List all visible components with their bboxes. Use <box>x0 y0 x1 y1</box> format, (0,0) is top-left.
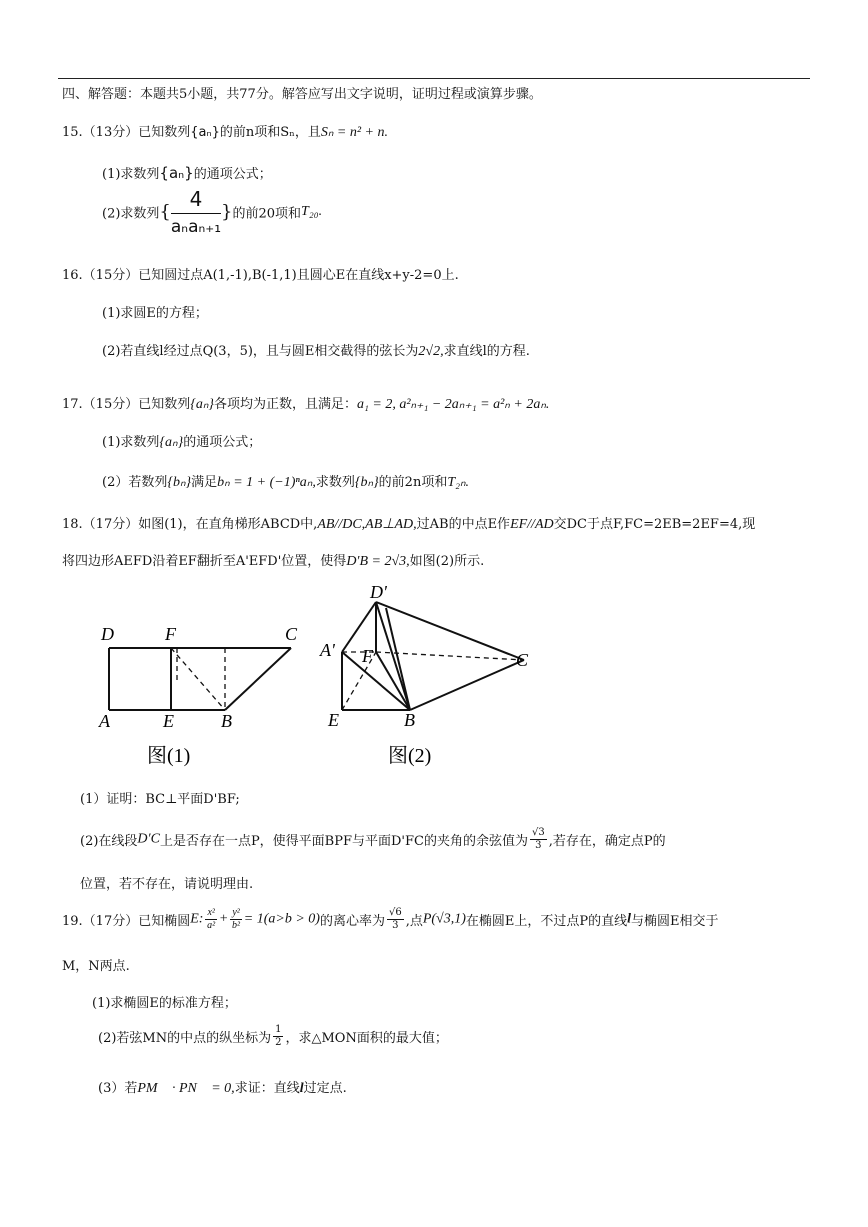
q19-p3-a: (3）若 <box>98 1081 138 1096</box>
q17-p2-sum: T₂ₙ. <box>447 475 470 490</box>
fig2-edge-db <box>376 602 410 710</box>
q19-line1-l: l <box>627 911 632 927</box>
q19-frac1-num: x² <box>207 907 215 918</box>
q15-p1-b: 的通项公式； <box>193 167 272 182</box>
q18-p2-frac <box>530 828 547 851</box>
figure-1 <box>95 620 315 770</box>
q18-line1-math: AB//DC,AB⊥AD, <box>317 517 417 532</box>
q18-line1-c: 交DC于点F,FC=2EB=2EF=4,现 <box>553 517 756 532</box>
q17-part2 <box>102 471 469 491</box>
q19-frac2-den: b² <box>232 920 241 931</box>
q18-line2 <box>62 550 484 570</box>
q16-p2-b: 求直线l的方程. <box>443 344 530 359</box>
q19-frac1-den: a² <box>207 920 216 931</box>
q18-line2-a: 将四边形AEFD沿着EF翻折至A'EFD'位置，使得 <box>62 554 347 569</box>
q19-p2-frac-num: 1 <box>275 1024 282 1035</box>
q16-p2-math: 2√2, <box>418 344 444 359</box>
q16-stem: 16.（15分）已知圆过点A(1,-1),B(-1,1)且圆心E在直线x+y-2=0上. <box>62 268 459 283</box>
fig1-label-f: F <box>165 624 176 644</box>
fig1-label-e: E <box>163 711 174 731</box>
q19-p3-c: 过定点. <box>303 1081 347 1096</box>
fig2-edge-fb <box>376 652 410 710</box>
q15-stem-b: 的前n项和Sₙ，且 <box>219 125 321 140</box>
q19-p3-l: l <box>299 1081 304 1096</box>
figure-2 <box>318 580 538 770</box>
q18-p2-math: D′C <box>137 831 160 847</box>
q16-p2-a: (2)若直线l经过点Q(3，5)，且与圆E相交截得的弦长为 <box>102 344 419 359</box>
fig2-label-b: B <box>404 710 415 730</box>
q17-stem-seq: {aₙ} <box>190 397 214 412</box>
q17-stem-math: a₁ = 2, a²ₙ₊₁ − 2aₙ₊₁ = a²ₙ + 2aₙ. <box>357 397 550 412</box>
q17-p1-a: (1)求数列 <box>102 435 160 450</box>
q19-line1-c: ,点 <box>405 914 423 929</box>
fig2-edge-da <box>342 602 376 652</box>
q16-part1: (1)求圆E的方程； <box>102 306 208 321</box>
q15-p1-a: (1)求数列 <box>102 167 160 182</box>
q17-p1-seq: {aₙ} <box>159 435 184 450</box>
fig1-dash-fb <box>171 648 225 710</box>
fig1-edge-bc <box>225 648 291 710</box>
q19-line2: M，N两点. <box>62 959 130 974</box>
fig1-label-a: A <box>99 711 110 731</box>
q17-p2-a: (2）若数列 <box>102 475 168 490</box>
q19-ecc-frac <box>387 908 404 931</box>
q19-p2-b: ，求△MON面积的最大值； <box>285 1031 448 1046</box>
q17-p2-seq: {bₙ} <box>167 475 192 490</box>
fig1-label-c: C <box>285 624 298 644</box>
q18-p2-frac-num: √3 <box>531 827 545 838</box>
q17-p2-c: 求数列 <box>315 475 355 490</box>
q18-p2-a: (2)在线段 <box>80 834 138 849</box>
fig2-caption: 图(2) <box>388 745 432 767</box>
fig2-label-c: C <box>516 650 529 670</box>
fig2-edge-bc <box>410 660 524 710</box>
q15-p2-sum: T₂₀. <box>301 204 323 219</box>
q19-p3-math: PM⃗ · PN⃗ = 0, <box>137 1081 235 1096</box>
q17-p2-seq2: {bₙ} <box>354 475 379 490</box>
fig2-label-e: E <box>328 710 339 730</box>
q16-part2 <box>102 340 530 360</box>
q17-stem-a: 17.（15分）已知数列 <box>62 397 191 412</box>
section-title: 四、解答题：本题共5小题，共77分。解答应写出文字说明，证明过程或演算步骤。 <box>62 87 542 102</box>
q19-frac2 <box>230 908 241 931</box>
q15-p1-seq: {aₙ} <box>159 164 194 182</box>
q19-part2 <box>98 1025 448 1048</box>
q15-frac-num: 4 <box>171 187 221 214</box>
q19-part3 <box>98 1077 347 1097</box>
fig2-edge-dc <box>376 602 524 660</box>
q19-line1: 19.（17分）已知椭圆E: $\frac{\text{x²}}{\text{a²}}$ + $\frac{\text{y²}}{\text{b²}}$ = 1(a>b > 0)的离心率为 $\frac{√6}{3}$ ,点P(√3,1)在椭圆E上，不过点P的直线l与椭圆E相交于 <box>62 907 719 931</box>
q18-part2 <box>80 828 666 851</box>
q19-p2-frac-den: 2 <box>275 1037 282 1048</box>
fig2-edge-inner <box>386 608 410 710</box>
q17-p2-d: 的前2n项和 <box>378 475 448 490</box>
q17-stem-b: 各项均为正数，且满足： <box>214 397 358 412</box>
fig1-caption: 图(1) <box>147 745 191 767</box>
q15-part2: (2)求数列{ $\frac{4}{\text{aₙaₙ₊₁}}$ }的前20项和T₂₀. <box>102 187 323 237</box>
q17-p2-math: bₙ = 1 + (−1)ⁿaₙ, <box>217 475 316 490</box>
q19-math-b: = 1(a>b > 0) <box>243 911 320 927</box>
q15-formula: Sₙ = n² + n. <box>320 125 388 140</box>
q18-part1: (1）证明：BC⊥平面D'BF; <box>80 792 240 807</box>
fig1-label-d: D <box>101 624 114 644</box>
q19-line1-b: 的离心率为 <box>319 914 385 929</box>
q19-frac1 <box>205 908 216 931</box>
q18-p2-c: ,若存在，确定点P的 <box>548 834 666 849</box>
fig1-label-b: B <box>221 711 232 731</box>
q15-p2-b: 的前20项和 <box>232 206 302 222</box>
q19-ecc-den: 3 <box>392 920 399 931</box>
q17-p1-b: 的通项公式； <box>183 435 262 450</box>
q17-part1 <box>102 431 261 451</box>
q18-p2-frac-den: 3 <box>535 840 542 851</box>
q15-p2-a: (2)求数列 <box>102 206 160 222</box>
q15-fraction <box>171 187 221 237</box>
q15-seq: {aₙ} <box>190 125 220 140</box>
q19-p3-b: 求证：直线 <box>234 1081 300 1096</box>
q19-point: P(√3,1) <box>422 911 466 927</box>
q19-math-a: E: <box>190 911 204 927</box>
q18-line2-b: 如图(2)所示. <box>409 554 485 569</box>
q15-stem <box>62 121 388 141</box>
q19-line1-a: 19.（17分）已知椭圆 <box>62 914 191 929</box>
q17-stem <box>62 393 549 413</box>
q18-line2-math: D′B = 2√3, <box>346 554 410 569</box>
fig2-edge-ab <box>342 652 410 710</box>
q15-stem-a: 15.（13分）已知数列 <box>62 125 191 140</box>
q18-line1-a: 18.（17分）如图(1)，在直角梯形ABCD中, <box>62 517 318 532</box>
q18-line1 <box>62 513 755 533</box>
q19-p2-frac <box>273 1025 283 1048</box>
q19-frac2-num: y² <box>232 907 240 918</box>
fig2-label-d: D' <box>370 582 387 602</box>
top-rule <box>58 78 810 79</box>
q18-line1-b: 过AB的中点E作 <box>416 517 511 532</box>
q18-part2-line2: 位置，若不存在，请说明理由. <box>80 877 254 892</box>
q15-frac-den: aₙaₙ₊₁ <box>170 217 222 237</box>
q18-line1-math2: EF//AD <box>510 517 554 532</box>
q19-p2-a: (2)若弦MN的中点的纵坐标为 <box>98 1031 272 1046</box>
q15-part1 <box>102 163 272 182</box>
q17-p2-b: 满足 <box>191 475 218 490</box>
q18-p2-b: 上是否存在一点P，使得平面BPF与平面D'FC的夹角的余弦值为 <box>159 834 528 849</box>
fig2-label-f: F <box>362 646 373 666</box>
fig2-label-a: A' <box>320 640 335 660</box>
q19-part1: (1)求椭圆E的标准方程； <box>92 996 237 1011</box>
q19-line1-e: 与椭圆E相交于 <box>631 914 719 929</box>
q19-line1-d: 在椭圆E上，不过点P的直线 <box>465 914 628 929</box>
q19-ecc-num: √6 <box>388 907 402 918</box>
